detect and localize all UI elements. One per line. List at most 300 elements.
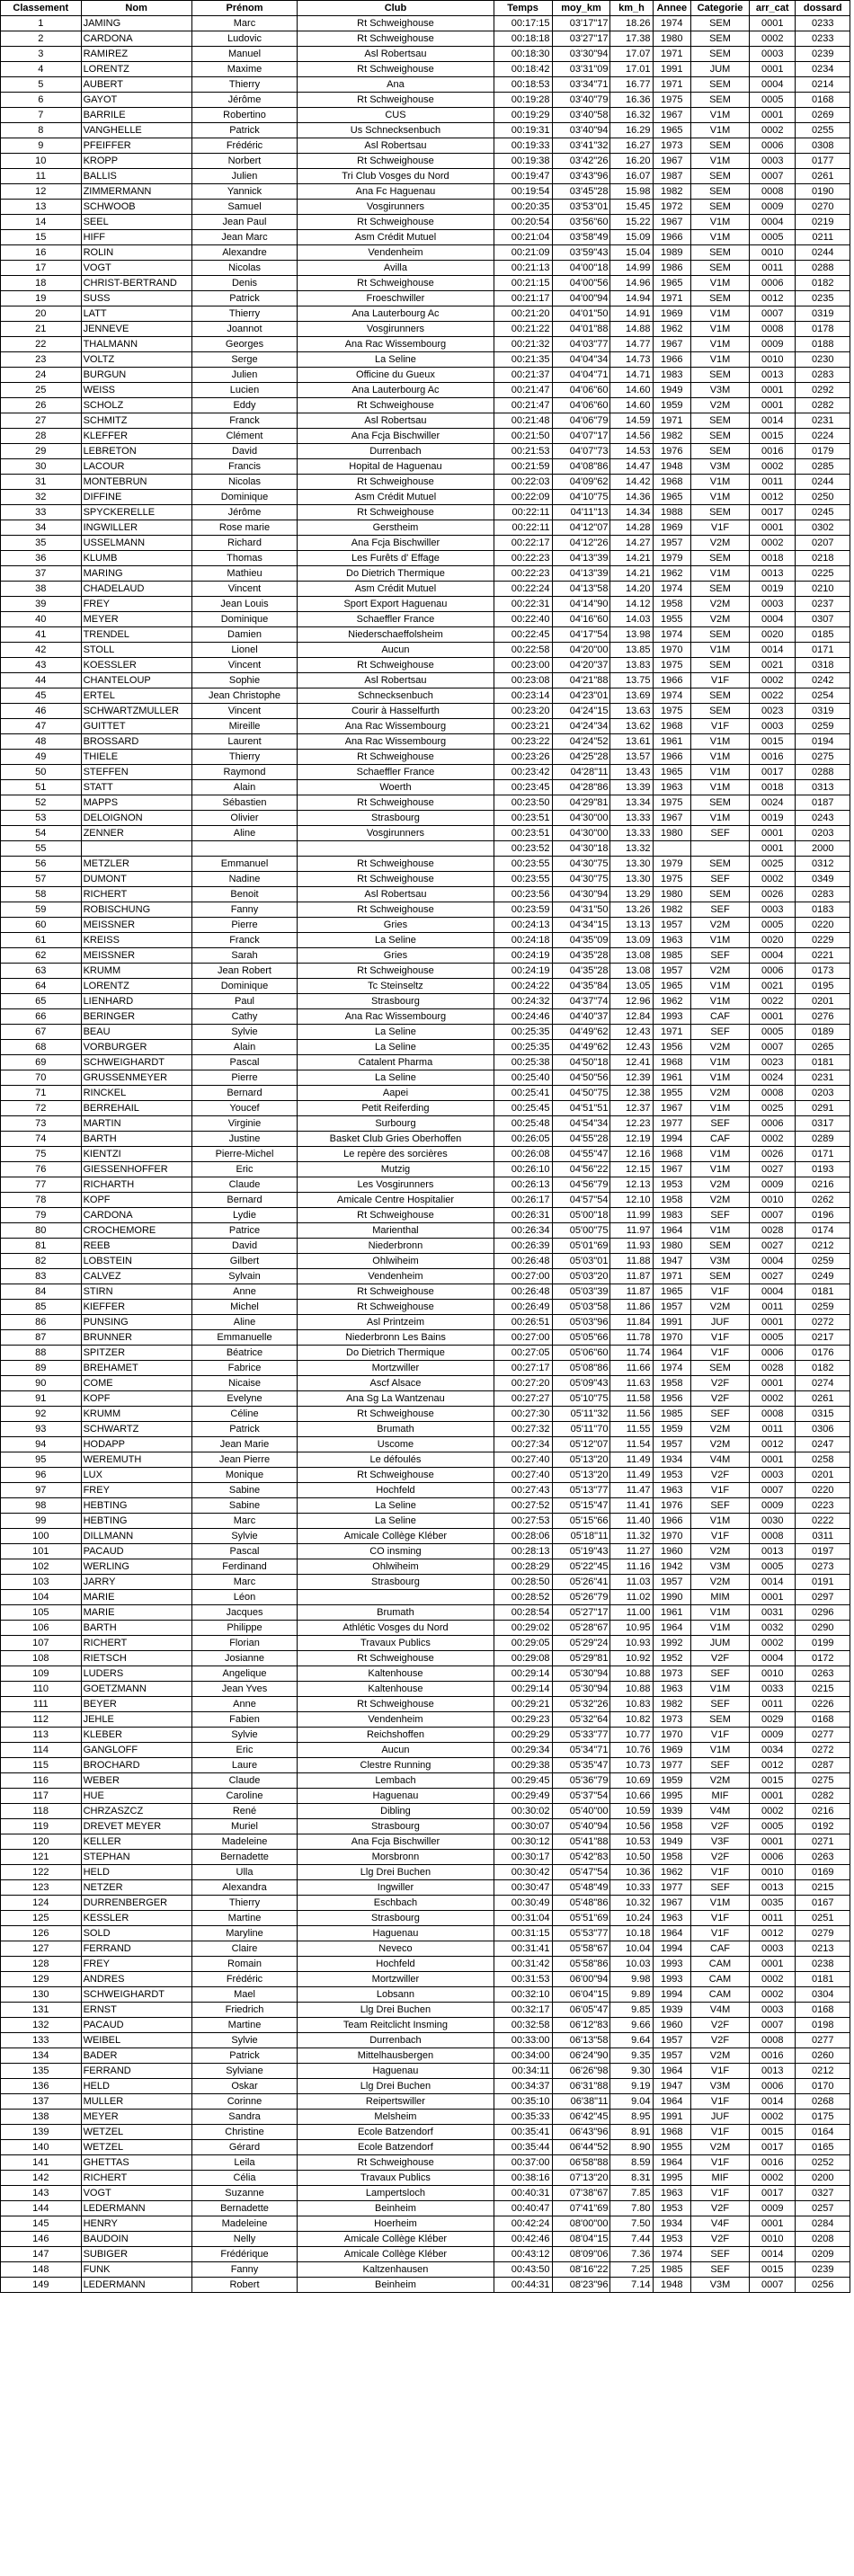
cell-club: Rt Schweighouse [298, 795, 494, 811]
cell-classement: 31 [1, 475, 82, 490]
cell-classement: 122 [1, 1865, 82, 1880]
cell-club: Mortzwiller [298, 1972, 494, 1987]
cell-prenom: Léon [191, 1590, 298, 1605]
cell-categorie: V1F [691, 2064, 750, 2079]
cell-arr-cat: 0001 [749, 108, 796, 123]
cell-km-h: 16.07 [610, 169, 653, 184]
cell-prenom: Marc [191, 1575, 298, 1590]
cell-annee: 1964 [653, 1621, 691, 1636]
cell-classement: 22 [1, 337, 82, 352]
cell-dossard: 0214 [796, 77, 850, 93]
cell-moy-km: 04'20"37 [552, 658, 610, 673]
cell-moy-km: 03'42"26 [552, 154, 610, 169]
table-row [1, 459, 850, 475]
cell-arr-cat: 0008 [749, 184, 796, 200]
cell-classement: 75 [1, 1147, 82, 1162]
cell-temps: 00:23:00 [494, 658, 552, 673]
cell-classement: 72 [1, 1101, 82, 1116]
cell-club: Llg Drei Buchen [298, 1865, 494, 1880]
cell-club: Niederbronn [298, 1239, 494, 1254]
cell-nom: KOESSLER [81, 658, 191, 673]
cell-categorie: SEM [691, 704, 750, 719]
cell-classement: 61 [1, 933, 82, 948]
cell-km-h: 12.43 [610, 1040, 653, 1055]
cell-arr-cat: 0006 [749, 1850, 796, 1865]
cell-categorie: SEF [691, 2247, 750, 2262]
cell-annee: 1934 [653, 1452, 691, 1468]
cell-temps: 00:30:02 [494, 1804, 552, 1819]
cell-dossard: 0283 [796, 368, 850, 383]
cell-classement: 138 [1, 2110, 82, 2125]
cell-prenom: Thomas [191, 551, 298, 566]
table-row [1, 1605, 850, 1621]
cell-km-h: 11.74 [610, 1346, 653, 1361]
cell-moy-km: 04'04"71 [552, 368, 610, 383]
cell-km-h: 7.14 [610, 2278, 653, 2293]
cell-nom: HEBTING [81, 1498, 191, 1514]
cell-km-h: 13.33 [610, 811, 653, 826]
cell-km-h: 14.21 [610, 551, 653, 566]
col-classement: Classement [1, 1, 82, 16]
cell-prenom: Frédéric [191, 138, 298, 154]
cell-km-h: 16.29 [610, 123, 653, 138]
cell-club: Athlétic Vosges du Nord [298, 1621, 494, 1636]
cell-categorie: SEF [691, 1116, 750, 1132]
cell-classement: 27 [1, 413, 82, 429]
cell-nom: HELD [81, 2079, 191, 2094]
cell-dossard: 0182 [796, 276, 850, 291]
cell-categorie: SEM [691, 169, 750, 184]
cell-annee: 1959 [653, 1773, 691, 1789]
cell-club: Schaeffler France [298, 765, 494, 780]
cell-prenom: Dominique [191, 490, 298, 505]
cell-dossard: 0327 [796, 2186, 850, 2201]
cell-classement: 130 [1, 1987, 82, 2003]
cell-club: Ana Fcja Bischwiller [298, 429, 494, 444]
cell-arr-cat: 0016 [749, 750, 796, 765]
cell-km-h: 14.96 [610, 276, 653, 291]
cell-dossard: 0215 [796, 1682, 850, 1697]
table-row [1, 688, 850, 704]
cell-arr-cat: 0022 [749, 688, 796, 704]
cell-club: Schnecksenbuch [298, 688, 494, 704]
table-row [1, 245, 850, 261]
cell-dossard: 0211 [796, 230, 850, 245]
cell-annee: 1965 [653, 1284, 691, 1300]
cell-club: Rt Schweighouse [298, 215, 494, 230]
table-row [1, 47, 850, 62]
cell-dossard: 0194 [796, 734, 850, 750]
cell-moy-km: 04'31"50 [552, 902, 610, 918]
cell-club: Officine du Gueux [298, 368, 494, 383]
cell-moy-km: 05'37"54 [552, 1789, 610, 1804]
cell-club: Rt Schweighouse [298, 1284, 494, 1300]
cell-arr-cat: 0027 [749, 1269, 796, 1284]
cell-nom: RICHERT [81, 2171, 191, 2186]
cell-nom: KRUMM [81, 1407, 191, 1422]
cell-categorie: V2F [691, 2018, 750, 2033]
cell-dossard: 0254 [796, 688, 850, 704]
cell-annee: 1982 [653, 184, 691, 200]
cell-categorie: V1M [691, 750, 750, 765]
cell-club: Team Reitclicht Insming [298, 2018, 494, 2033]
cell-km-h: 13.75 [610, 673, 653, 688]
cell-prenom: Mathieu [191, 566, 298, 582]
cell-annee: 1980 [653, 826, 691, 841]
cell-dossard: 0223 [796, 1498, 850, 1514]
table-row [1, 1101, 850, 1116]
cell-nom: STIRN [81, 1284, 191, 1300]
cell-km-h: 8.90 [610, 2140, 653, 2155]
cell-club: Clestre Running [298, 1758, 494, 1773]
cell-moy-km: 05'11"70 [552, 1422, 610, 1437]
cell-club: Vendenheim [298, 1269, 494, 1284]
cell-temps: 00:33:00 [494, 2033, 552, 2048]
cell-arr-cat: 0006 [749, 1116, 796, 1132]
cell-km-h: 11.32 [610, 1529, 653, 1544]
cell-club: Rt Schweighouse [298, 1407, 494, 1422]
col-categorie: Categorie [691, 1, 750, 16]
cell-km-h: 11.78 [610, 1330, 653, 1346]
cell-temps: 00:21:35 [494, 352, 552, 368]
cell-moy-km: 04'51"51 [552, 1101, 610, 1116]
cell-prenom: Jérôme [191, 505, 298, 520]
cell-moy-km: 04'30"75 [552, 872, 610, 887]
cell-categorie: SEM [691, 627, 750, 643]
table-row [1, 1315, 850, 1330]
cell-categorie: SEM [691, 245, 750, 261]
cell-temps: 00:29:38 [494, 1758, 552, 1773]
cell-temps: 00:29:21 [494, 1697, 552, 1712]
cell-club: Mortzwiller [298, 1361, 494, 1376]
cell-categorie: JUF [691, 2110, 750, 2125]
cell-classement: 126 [1, 1926, 82, 1941]
cell-dossard: 0165 [796, 2140, 850, 2155]
cell-prenom: Richard [191, 536, 298, 551]
cell-prenom: Sandra [191, 2110, 298, 2125]
cell-temps: 00:29:14 [494, 1666, 552, 1682]
cell-moy-km: 04'12"26 [552, 536, 610, 551]
cell-moy-km: 05'01"69 [552, 1239, 610, 1254]
cell-nom: VORBURGER [81, 1040, 191, 1055]
cell-nom: DUMONT [81, 872, 191, 887]
cell-classement: 56 [1, 857, 82, 872]
cell-km-h: 15.09 [610, 230, 653, 245]
cell-km-h: 11.56 [610, 1407, 653, 1422]
cell-classement: 3 [1, 47, 82, 62]
cell-prenom: Mael [191, 1987, 298, 2003]
cell-annee: 1962 [653, 322, 691, 337]
cell-classement: 105 [1, 1605, 82, 1621]
cell-club: Strasbourg [298, 811, 494, 826]
cell-annee: 1963 [653, 1911, 691, 1926]
cell-moy-km: 04'06"79 [552, 413, 610, 429]
cell-temps: 00:23:52 [494, 841, 552, 857]
cell-club: Marienthal [298, 1223, 494, 1239]
cell-club: Le repère des sorcières [298, 1147, 494, 1162]
cell-moy-km: 04'21"88 [552, 673, 610, 688]
cell-annee: 1994 [653, 1941, 691, 1957]
cell-club: Strasbourg [298, 1911, 494, 1926]
cell-classement: 2 [1, 31, 82, 47]
cell-categorie: V2M [691, 1422, 750, 1437]
cell-moy-km: 03'31"09 [552, 62, 610, 77]
cell-temps: 00:18:53 [494, 77, 552, 93]
cell-moy-km: 05'03"01 [552, 1254, 610, 1269]
cell-club: Lobsann [298, 1987, 494, 2003]
table-row [1, 1529, 850, 1544]
cell-annee: 1966 [653, 352, 691, 368]
table-row [1, 2262, 850, 2278]
cell-nom: BRUNNER [81, 1330, 191, 1346]
cell-annee: 1983 [653, 368, 691, 383]
table-row [1, 1239, 850, 1254]
cell-annee: 1960 [653, 1544, 691, 1559]
cell-dossard: 0167 [796, 1896, 850, 1911]
table-row [1, 795, 850, 811]
table-row [1, 582, 850, 597]
cell-km-h: 10.76 [610, 1743, 653, 1758]
cell-prenom: Claire [191, 1941, 298, 1957]
cell-categorie: V1M [691, 230, 750, 245]
cell-arr-cat: 0002 [749, 459, 796, 475]
cell-categorie: V1M [691, 643, 750, 658]
cell-club: Ana Lauterbourg Ac [298, 306, 494, 322]
cell-arr-cat: 0016 [749, 2048, 796, 2064]
cell-arr-cat: 0002 [749, 1987, 796, 2003]
table-row [1, 536, 850, 551]
cell-km-h: 10.18 [610, 1926, 653, 1941]
cell-arr-cat: 0016 [749, 2155, 796, 2171]
cell-km-h: 10.73 [610, 1758, 653, 1773]
cell-classement: 52 [1, 795, 82, 811]
cell-dossard: 0262 [796, 1193, 850, 1208]
cell-moy-km: 05'41"88 [552, 1834, 610, 1850]
table-row [1, 261, 850, 276]
cell-classement: 34 [1, 520, 82, 536]
cell-arr-cat: 0024 [749, 795, 796, 811]
cell-dossard: 0257 [796, 2201, 850, 2216]
cell-moy-km: 05'15"66 [552, 1514, 610, 1529]
cell-temps: 00:21:22 [494, 322, 552, 337]
cell-nom: METZLER [81, 857, 191, 872]
cell-arr-cat: 0020 [749, 627, 796, 643]
cell-temps: 00:42:46 [494, 2232, 552, 2247]
cell-moy-km: 03'17"17 [552, 16, 610, 31]
cell-temps: 00:23:14 [494, 688, 552, 704]
cell-classement: 36 [1, 551, 82, 566]
cell-dossard: 0178 [796, 322, 850, 337]
cell-moy-km: 05'32"26 [552, 1697, 610, 1712]
cell-club: Ohlwiheim [298, 1254, 494, 1269]
table-row [1, 2033, 850, 2048]
cell-temps: 00:23:08 [494, 673, 552, 688]
cell-temps: 00:29:05 [494, 1636, 552, 1651]
cell-nom: CARDONA [81, 1208, 191, 1223]
cell-km-h: 14.21 [610, 566, 653, 582]
cell-arr-cat: 0004 [749, 215, 796, 230]
cell-annee: 1957 [653, 1300, 691, 1315]
cell-moy-km: 04'01"50 [552, 306, 610, 322]
cell-prenom: Pascal [191, 1055, 298, 1070]
cell-nom: RICHERT [81, 1636, 191, 1651]
cell-temps: 00:44:31 [494, 2278, 552, 2293]
cell-club: Dibling [298, 1804, 494, 1819]
cell-club: Asl Robertsau [298, 138, 494, 154]
cell-dossard: 0216 [796, 1804, 850, 1819]
cell-prenom: Robert [191, 2278, 298, 2293]
cell-nom: LATT [81, 306, 191, 322]
cell-temps: 00:23:59 [494, 902, 552, 918]
cell-moy-km: 05'47"54 [552, 1865, 610, 1880]
col-arr-cat: arr_cat [749, 1, 796, 16]
cell-categorie: V1M [691, 933, 750, 948]
table-row [1, 1514, 850, 1529]
cell-km-h: 17.01 [610, 62, 653, 77]
cell-dossard: 0289 [796, 1132, 850, 1147]
cell-dossard: 0173 [796, 964, 850, 979]
cell-temps: 00:43:50 [494, 2262, 552, 2278]
cell-temps: 00:35:44 [494, 2140, 552, 2155]
cell-dossard: 0195 [796, 979, 850, 994]
cell-arr-cat: 0027 [749, 1162, 796, 1177]
cell-categorie: V1F [691, 2186, 750, 2201]
cell-classement: 55 [1, 841, 82, 857]
cell-prenom: Céline [191, 1407, 298, 1422]
cell-categorie: V1M [691, 490, 750, 505]
cell-nom: MARING [81, 566, 191, 582]
cell-dossard: 0226 [796, 1697, 850, 1712]
cell-dossard: 0261 [796, 169, 850, 184]
cell-club: Rt Schweighouse [298, 857, 494, 872]
cell-moy-km: 05'09"43 [552, 1376, 610, 1391]
cell-km-h: 14.73 [610, 352, 653, 368]
cell-prenom: Alain [191, 780, 298, 795]
cell-categorie: V2M [691, 1300, 750, 1315]
cell-classement: 51 [1, 780, 82, 795]
cell-annee: 1957 [653, 918, 691, 933]
cell-prenom: Ludovic [191, 31, 298, 47]
cell-moy-km: 05'36"79 [552, 1773, 610, 1789]
cell-km-h: 7.44 [610, 2232, 653, 2247]
cell-club: Kaltzenhausen [298, 2262, 494, 2278]
cell-classement: 23 [1, 352, 82, 368]
cell-temps: 00:31:41 [494, 1941, 552, 1957]
cell-categorie: JUM [691, 1636, 750, 1651]
cell-categorie: V1M [691, 1743, 750, 1758]
cell-prenom: Oskar [191, 2079, 298, 2094]
cell-nom: RIETSCH [81, 1651, 191, 1666]
cell-dossard: 0200 [796, 2171, 850, 2186]
cell-arr-cat: 0007 [749, 1208, 796, 1223]
cell-club: La Seline [298, 1025, 494, 1040]
cell-temps: 00:23:51 [494, 826, 552, 841]
cell-annee: 1961 [653, 1070, 691, 1086]
cell-dossard: 0221 [796, 948, 850, 964]
cell-km-h: 9.30 [610, 2064, 653, 2079]
table-row [1, 184, 850, 200]
cell-categorie: V1F [691, 1346, 750, 1361]
cell-prenom: Célia [191, 2171, 298, 2186]
cell-classement: 77 [1, 1177, 82, 1193]
table-row [1, 1422, 850, 1437]
cell-nom: GIESSENHOFFER [81, 1162, 191, 1177]
cell-club: Mittelhausbergen [298, 2048, 494, 2064]
cell-annee: 1975 [653, 872, 691, 887]
cell-nom: JENNEVE [81, 322, 191, 337]
cell-arr-cat: 0013 [749, 2064, 796, 2079]
cell-moy-km: 03'30"94 [552, 47, 610, 62]
cell-nom: MARIE [81, 1590, 191, 1605]
cell-temps: 00:21:32 [494, 337, 552, 352]
cell-prenom: Nicaise [191, 1376, 298, 1391]
cell-arr-cat: 0030 [749, 1514, 796, 1529]
cell-dossard: 0174 [796, 1223, 850, 1239]
cell-moy-km: 03'40"94 [552, 123, 610, 138]
cell-classement: 113 [1, 1728, 82, 1743]
cell-km-h: 11.02 [610, 1590, 653, 1605]
cell-club: Beinheim [298, 2278, 494, 2293]
cell-classement: 118 [1, 1804, 82, 1819]
cell-categorie: V2M [691, 536, 750, 551]
cell-arr-cat: 0011 [749, 1300, 796, 1315]
cell-categorie: V1M [691, 154, 750, 169]
table-row [1, 1300, 850, 1315]
col-prenom: Prénom [191, 1, 298, 16]
cell-prenom: Claude [191, 1773, 298, 1789]
cell-club: Uscome [298, 1437, 494, 1452]
cell-temps: 00:34:11 [494, 2064, 552, 2079]
cell-classement: 8 [1, 123, 82, 138]
cell-dossard: 0222 [796, 1514, 850, 1529]
cell-club: Niederschaeffolsheim [298, 627, 494, 643]
cell-categorie: V2F [691, 1850, 750, 1865]
cell-temps: 00:28:50 [494, 1575, 552, 1590]
table-row [1, 1086, 850, 1101]
cell-categorie: V2F [691, 1391, 750, 1407]
cell-prenom: Alexandre [191, 245, 298, 261]
cell-club: Sport Export Haguenau [298, 597, 494, 612]
cell-nom: FREY [81, 597, 191, 612]
cell-categorie: V2F [691, 1651, 750, 1666]
table-row [1, 933, 850, 948]
cell-categorie: SEF [691, 2262, 750, 2278]
cell-km-h: 14.56 [610, 429, 653, 444]
cell-prenom: Aline [191, 1315, 298, 1330]
cell-arr-cat: 0006 [749, 138, 796, 154]
cell-annee: 1982 [653, 902, 691, 918]
cell-dossard: 0275 [796, 1773, 850, 1789]
cell-dossard: 0288 [796, 765, 850, 780]
cell-nom: DIFFINE [81, 490, 191, 505]
cell-moy-km: 05'11"32 [552, 1407, 610, 1422]
cell-prenom: Norbert [191, 154, 298, 169]
cell-km-h: 13.61 [610, 734, 653, 750]
cell-temps: 00:22:11 [494, 520, 552, 536]
cell-classement: 71 [1, 1086, 82, 1101]
cell-annee: 1966 [653, 750, 691, 765]
cell-nom: STEFFEN [81, 765, 191, 780]
cell-classement: 104 [1, 1590, 82, 1605]
cell-temps: 00:23:55 [494, 872, 552, 887]
cell-dossard: 0182 [796, 1361, 850, 1376]
cell-annee: 1971 [653, 1269, 691, 1284]
cell-prenom: Sylvie [191, 1025, 298, 1040]
cell-annee: 1959 [653, 398, 691, 413]
cell-club: Tri Club Vosges du Nord [298, 169, 494, 184]
cell-classement: 100 [1, 1529, 82, 1544]
cell-moy-km: 05'06"60 [552, 1346, 610, 1361]
